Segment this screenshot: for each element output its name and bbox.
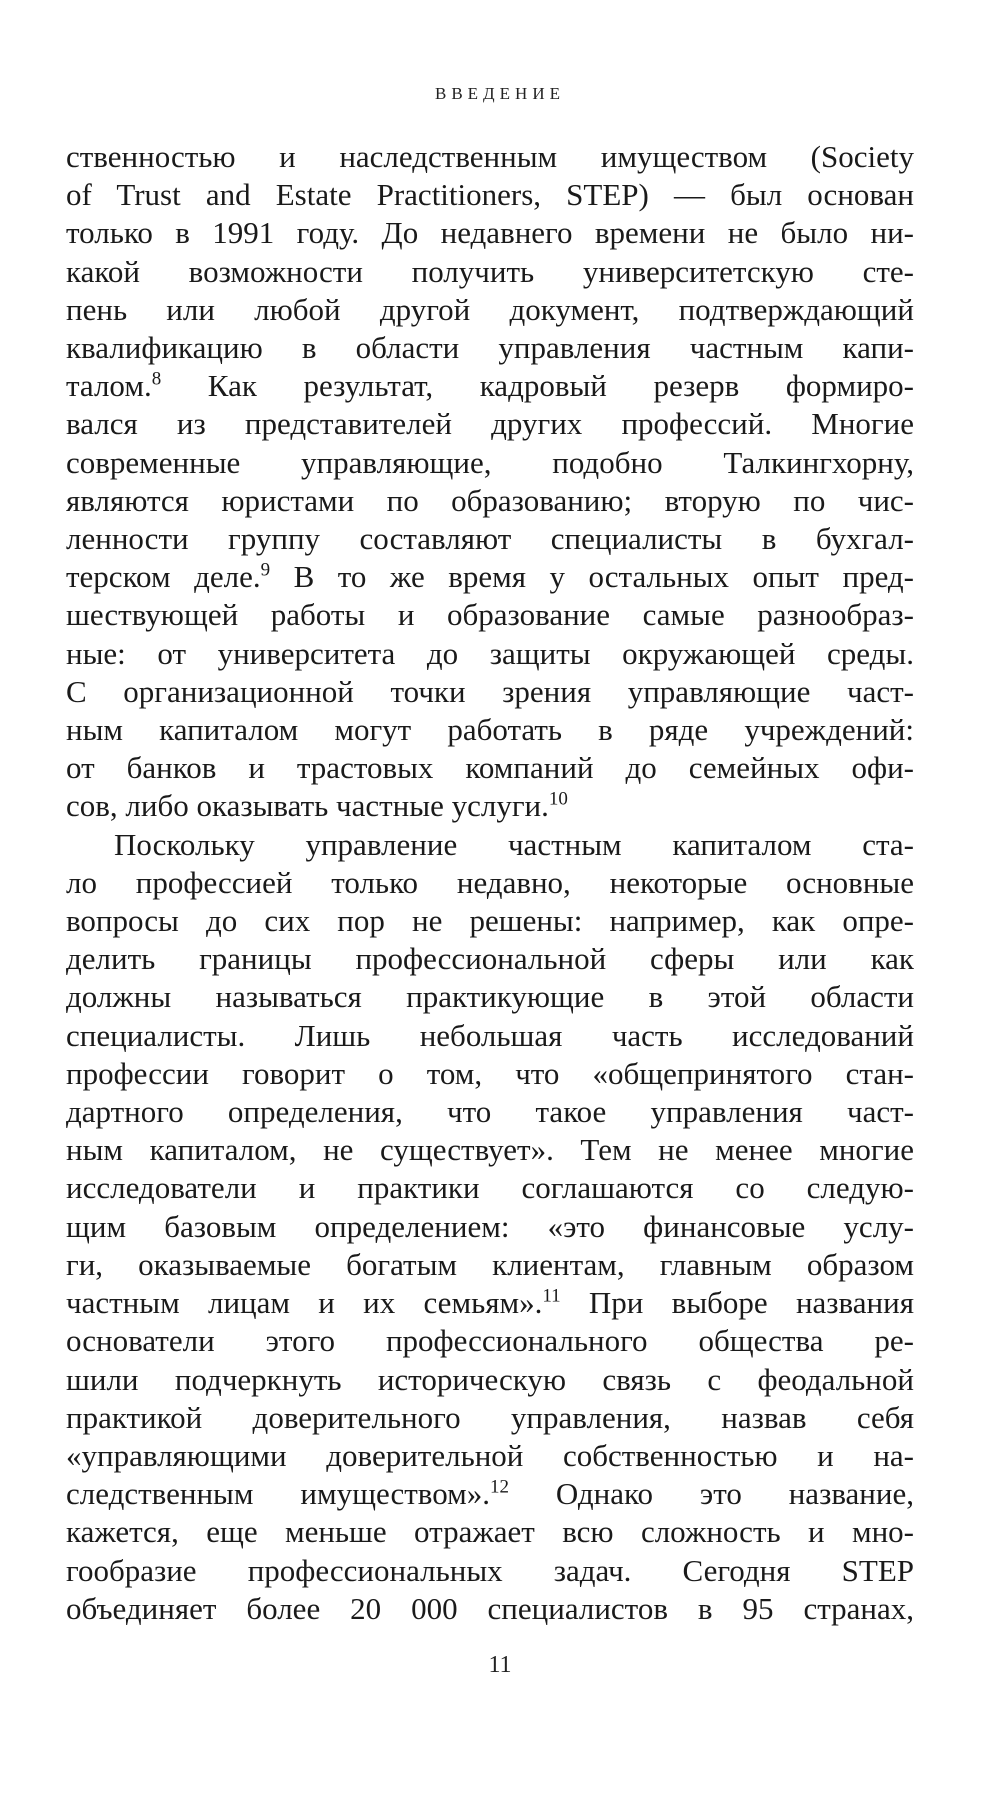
text-fragment: частным лицам и их семьям». (66, 1285, 543, 1321)
running-header: ВВЕДЕНИЕ (435, 84, 565, 103)
text-fragment: При выборе названия (560, 1285, 914, 1321)
footnote-ref-10: 10 (548, 789, 568, 811)
text-line: ственностью и наследственным имуществом (Society (66, 139, 914, 174)
text-line: ленности группу составляют специалисты в бухгал- (66, 521, 914, 557)
text-line: профессии говорит о том, что «общепринятого стан- (66, 1055, 914, 1091)
text-line: шествующей работы и образование самые разнообраз- (66, 597, 914, 633)
paragraph-1 (66, 138, 914, 826)
text-line: вопросы до сих пор не решены: например, как опре- (66, 903, 914, 939)
text-line: исследователи и практики соглашаются со следую- (66, 1170, 914, 1206)
text-line: кажется, еще меньше отражает всю сложность и мно- (66, 1514, 914, 1550)
text-line (66, 367, 914, 405)
text-line: ло профессией только недавно, некоторые основные (66, 864, 914, 900)
text-line: вался из представителей других профессий. Многие (66, 406, 914, 442)
text-line: ным капиталом могут работать в ряде учреждений: (66, 712, 914, 748)
text-fragment: Однако это название, (509, 1476, 914, 1512)
text-line: от банков и трастовых компаний до семейных офи- (66, 750, 914, 786)
footnote-ref-8: 8 (151, 368, 162, 390)
text-line: дартного определения, что такое управления част- (66, 1094, 914, 1130)
footnote-ref-9: 9 (260, 559, 271, 581)
text-line: делить границы профессиональной сферы или как (66, 941, 914, 977)
paragraph-2 (66, 826, 914, 1628)
text-line: современные управляющие, подобно Талкингхорну, (66, 444, 914, 480)
text-line: должны называться практикующие в этой области (66, 979, 914, 1015)
text-fragment: Как результат, кадровый резерв формиро- (161, 368, 914, 404)
text-line: специалисты. Лишь небольшая часть исследований (66, 1017, 914, 1053)
text-line: ги, оказываемые богатым клиентам, главным образом (66, 1246, 914, 1282)
text-fragment: сов, либо оказывать частные услуги. (66, 788, 549, 824)
text-line: Поскольку управление частным капиталом ста- (114, 826, 914, 862)
page-number: 11 (488, 1652, 512, 1678)
text-line: ные: от университета до защиты окружающей среды. (66, 635, 914, 671)
text-line: щим базовым определением: «это финансовые услу- (66, 1208, 914, 1244)
text-line: шили подчеркнуть историческую связь с феодальной (66, 1361, 914, 1397)
text-line: of Trust and Estate Practitioners, STEP) — был основан (66, 177, 914, 213)
text-line (66, 787, 914, 825)
text-line (66, 1475, 914, 1513)
text-line: ным капиталом, не существует». Тем не менее многие (66, 1132, 914, 1168)
footnote-ref-11: 11 (542, 1285, 561, 1307)
text-fragment: следственным имуществом». (66, 1476, 491, 1512)
text-line: пень или любой другой документ, подтверждающий (66, 291, 914, 327)
text-line: являются юристами по образованию; вторую по чис- (66, 482, 914, 518)
text-fragment: терском деле. (66, 559, 261, 595)
text-line: С организационной точки зрения управляющие част- (66, 673, 914, 709)
body-text (66, 138, 914, 1628)
text-line: основатели этого профессионального общества ре- (66, 1323, 914, 1359)
text-line: только в 1991 году. До недавнего времени не было ни- (66, 215, 914, 251)
text-line: практикой доверительного управления, назвав себя (66, 1399, 914, 1435)
text-line: какой возможности получить университетскую сте- (66, 253, 914, 289)
text-fragment: В то же время у остальных опыт пред- (270, 559, 915, 595)
text-line: объединяет более 20 000 специалистов в 95 странах, (66, 1590, 914, 1626)
text-fragment: талом. (66, 368, 152, 404)
text-line: квалификацию в области управления частным капи- (66, 330, 914, 366)
text-line: «управляющими доверительной собственностью и на- (66, 1437, 914, 1473)
text-line: гообразие профессиональных задач. Сегодня STEP (66, 1552, 914, 1588)
text-line (66, 1284, 914, 1322)
text-line (66, 558, 914, 596)
footnote-ref-12: 12 (490, 1476, 510, 1498)
